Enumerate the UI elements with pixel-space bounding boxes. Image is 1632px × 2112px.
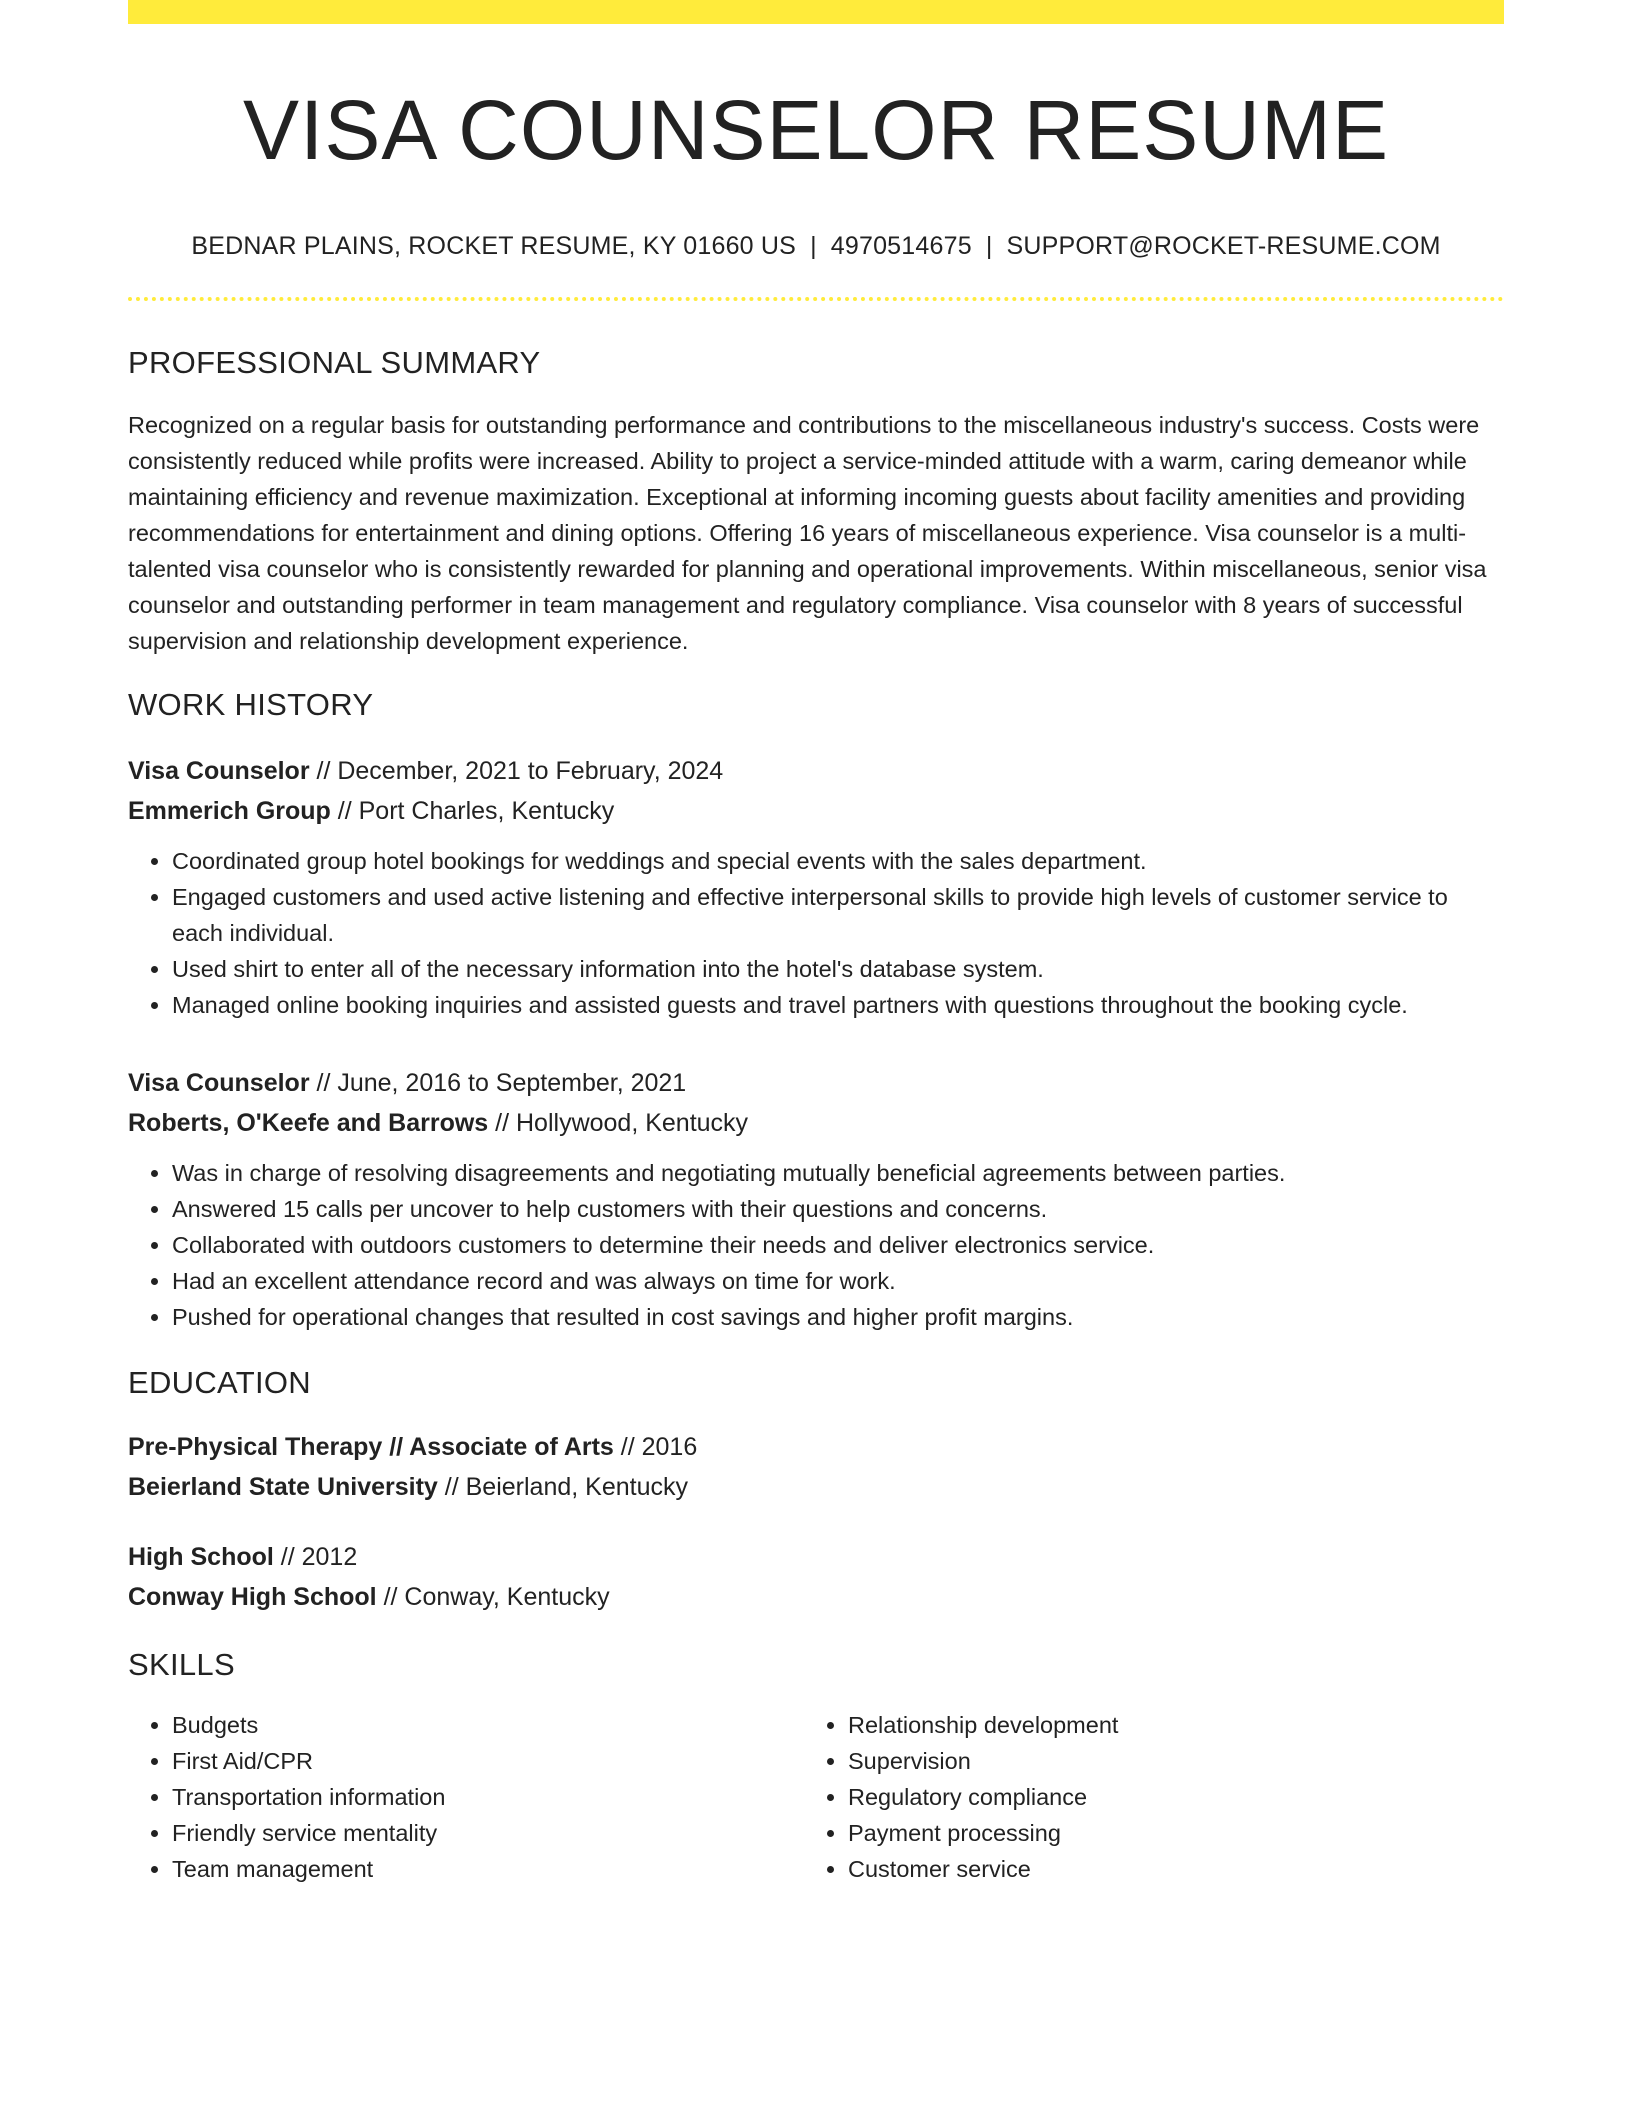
education-entry — [128, 1427, 1504, 1507]
skills-heading: SKILLS — [128, 1647, 235, 1683]
job-dates: // June, 2016 to September, 2021 — [309, 1069, 687, 1098]
skill-item: • Regulatory compliance — [848, 1779, 1480, 1815]
education-degree-line — [128, 1427, 1504, 1467]
job-bullet: • Engaged customers and used active listening and effective interpersonal skills to provide high levels of customer service to each individual. — [172, 879, 1504, 951]
education-degree: High School — [128, 1543, 274, 1572]
education-school-line — [128, 1577, 1504, 1617]
skill-item: • Budgets — [172, 1707, 804, 1743]
skill-item: • First Aid/CPR — [172, 1743, 804, 1779]
education-degree: Pre-Physical Therapy // Associate of Arts — [128, 1433, 614, 1462]
education-location: // Beierland, Kentucky — [437, 1473, 688, 1502]
job-bullet: • Was in charge of resolving disagreements and negotiating mutually beneficial agreements between parties. — [172, 1155, 1504, 1191]
contact-separator: | — [985, 232, 993, 261]
skill-item: • Payment processing — [848, 1815, 1480, 1851]
job-bullet: • Pushed for operational changes that resulted in cost savings and higher profit margins. — [172, 1299, 1504, 1335]
contact-email: SUPPORT@ROCKET-RESUME.COM — [1006, 232, 1441, 261]
job-entry — [128, 751, 1504, 1023]
dotted-divider — [128, 297, 1504, 301]
job-bullet: • Used shirt to enter all of the necessary information into the hotel's database system. — [172, 951, 1504, 987]
contact-address: BEDNAR PLAINS, ROCKET RESUME, KY 01660 US — [191, 232, 797, 261]
contact-separator: | — [810, 232, 817, 261]
job-company-line — [128, 791, 1504, 831]
job-bullet: • Had an excellent attendance record and was always on time for work. — [172, 1263, 1504, 1299]
education-year: // 2016 — [613, 1433, 698, 1462]
contact-phone: 4970514675 — [830, 232, 972, 261]
education-location: // Conway, Kentucky — [376, 1583, 610, 1612]
resume-page — [128, 0, 1504, 1887]
education-entry — [128, 1537, 1504, 1617]
summary-heading: PROFESSIONAL SUMMARY — [128, 345, 541, 381]
skill-item: • Team management — [172, 1851, 804, 1887]
job-location: // Port Charles, Kentucky — [330, 797, 615, 826]
education-school: Conway High School — [128, 1583, 377, 1612]
job-bullet: • Managed online booking inquiries and assisted guests and travel partners with questions throughout the booking cycle. — [172, 987, 1504, 1023]
job-title: Visa Counselor — [128, 757, 310, 786]
skill-item: • Friendly service mentality — [172, 1815, 804, 1851]
job-bullet: • Answered 15 calls per uncover to help customers with their questions and concerns. — [172, 1191, 1504, 1227]
job-bullet: • Collaborated with outdoors customers to determine their needs and deliver electronics service. — [172, 1227, 1504, 1263]
resume-title: VISA COUNSELOR RESUME — [243, 83, 1389, 177]
contact-line — [128, 232, 1504, 261]
skills-list-left — [128, 1707, 804, 1887]
job-title-line — [128, 751, 1504, 791]
education-school: Beierland State University — [128, 1473, 438, 1502]
education-year: // 2012 — [273, 1543, 358, 1572]
job-bullets — [128, 843, 1504, 1023]
job-bullet: • Coordinated group hotel bookings for weddings and special events with the sales department. — [172, 843, 1504, 879]
job-company: Emmerich Group — [128, 797, 331, 826]
skill-item: • Transportation information — [172, 1779, 804, 1815]
job-bullets — [128, 1155, 1504, 1335]
skill-item: • Customer service — [848, 1851, 1480, 1887]
skill-item: • Relationship development — [848, 1707, 1480, 1743]
top-accent-bar — [128, 0, 1504, 24]
skill-item: • Supervision — [848, 1743, 1480, 1779]
job-company-line — [128, 1103, 1504, 1143]
job-location: // Hollywood, Kentucky — [488, 1109, 749, 1138]
skills-columns — [128, 1707, 1504, 1887]
education-degree-line — [128, 1537, 1504, 1577]
job-entry — [128, 1063, 1504, 1335]
education-school-line — [128, 1467, 1504, 1507]
education-heading: EDUCATION — [128, 1365, 311, 1401]
job-title-line — [128, 1063, 1504, 1103]
skills-list-right — [804, 1707, 1480, 1887]
summary-text: Recognized on a regular basis for outstanding performance and contributions to the miscellaneous industry's success. Costs were consistently reduced while profits were increased. Ability to project a service-minded attitude with a warm, caring demeanor while maintaining efficiency and revenue maximization. Exceptional at informing incoming guests about facility amenities and providing recommendations for entertainment and dining options. Offering 16 years of miscellaneous experience. Visa counselor is a multi-talented visa counselor who is consistently rewarded for planning and operational improvements. Within miscellaneous, senior visa counselor and outstanding performer in team management and regulatory compliance. Visa counselor with 8 years of successful supervision and relationship development experience. — [128, 412, 1487, 655]
work-history-heading: WORK HISTORY — [128, 687, 374, 723]
job-title: Visa Counselor — [128, 1069, 310, 1098]
job-dates: // December, 2021 to February, 2024 — [309, 757, 724, 786]
job-company: Roberts, O'Keefe and Barrows — [128, 1109, 489, 1138]
